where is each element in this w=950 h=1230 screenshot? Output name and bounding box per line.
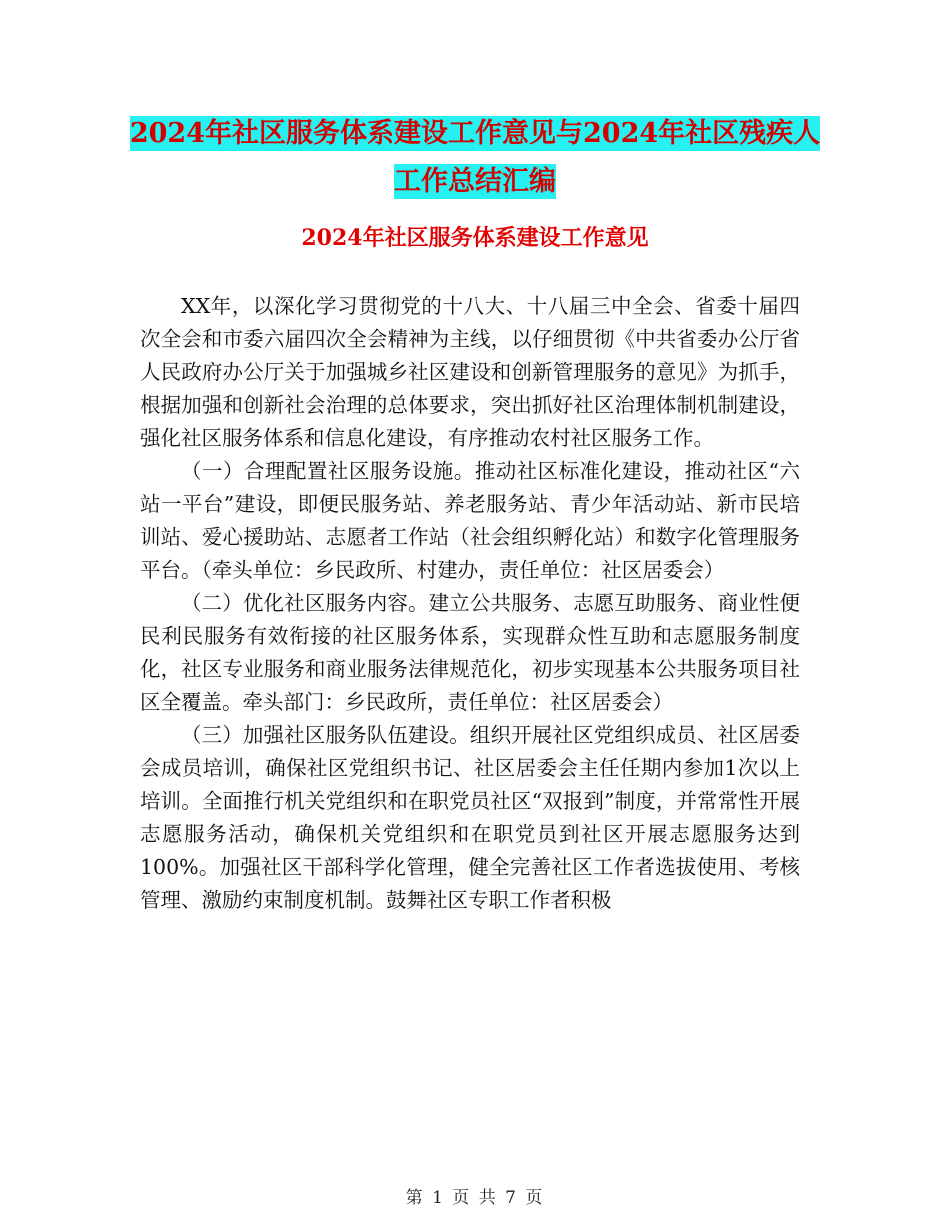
- paragraph: XX年，以深化学习贯彻党的十八大、十八届三中全会、省委十届四次全会和市委六届四次全会精神为主线，以仔细贯彻《中共省委办公厅省人民政府办公厅关于加强城乡社区建设和创新管理服务的意见》为抓手，根据加强和创新社会治理的总体要求，突出抓好社区治理体制机制建设，强化社区服务体系和信息化建设，有序推动农村社区服务工作。: [140, 294, 800, 450]
- document-body: [140, 290, 800, 917]
- paragraph: （一）合理配置社区服务设施。推动社区标准化建设，推动社区“六站一平台”建设，即便民服务站、养老服务站、青少年活动站、新市民培训站、爱心援助站、志愿者工作站（社会组织孵化站）和数字化管理服务平台。（牵头单位：乡民政所、村建办，责任单位：社区居委会）: [140, 459, 800, 582]
- page-number: 第 1 页 共 7 页: [405, 1188, 545, 1208]
- title-highlight: 2024年社区服务体系建设工作意见与2024年社区残疾人工作总结汇编: [129, 118, 821, 197]
- paragraph: （三）加强社区服务队伍建设。组织开展社区党组织成员、社区居委会成员培训，确保社区党组织书记、社区居委会主任任期内参加1次以上培训。全面推行机关党组织和在职党员社区“双报到”制度，并常常性开展志愿服务活动，确保机关党组织和在职党员到社区开展志愿服务达到100%。加强社区干部科学化管理，健全完善社区工作者选拔使用、考核管理、激励约束制度机制。鼓舞社区专职工作者积极: [140, 723, 800, 912]
- paragraph: （二）优化社区服务内容。建立公共服务、志愿互助服务、商业性便民利民服务有效衔接的社区服务体系，实现群众性互助和志愿服务制度化，社区专业服务和商业服务法律规范化，初步实现基本公共服务项目社区全覆盖。牵头部门：乡民政所，责任单位：社区居委会）: [140, 591, 800, 714]
- document-title: [120, 110, 830, 206]
- section-title: 2024年社区服务体系建设工作意见: [301, 225, 649, 251]
